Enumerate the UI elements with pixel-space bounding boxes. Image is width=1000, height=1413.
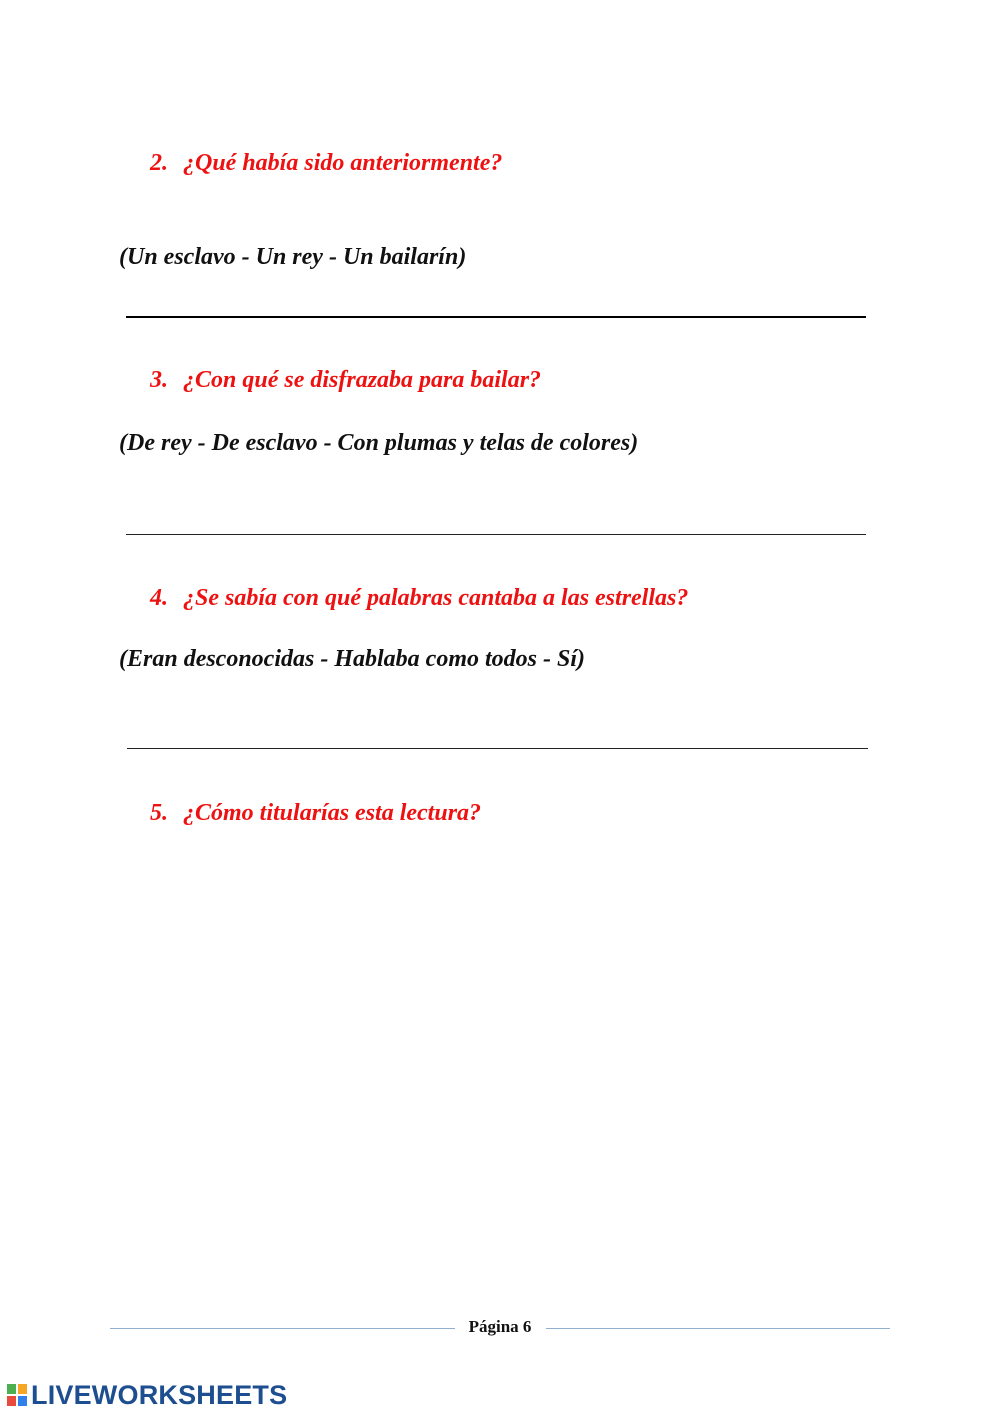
brand-watermark: [6, 1381, 287, 1409]
page-number: [0, 1317, 1000, 1337]
question-5-text: ¿Cómo titularías esta lectura?: [183, 800, 482, 826]
question-5: [150, 800, 481, 827]
question-2-text: ¿Qué había sido anteriormente?: [183, 150, 503, 176]
question-4-options: (Eran desconocidas - Hablaba como todos - Sí): [119, 646, 585, 672]
question-2-options: (Un esclavo - Un rey - Un bailarín): [119, 244, 467, 270]
question-4-text: ¿Se sabía con qué palabras cantaba a las estrellas?: [183, 585, 689, 611]
question-4: [150, 585, 688, 612]
question-3-options: (De rey - De esclavo - Con plumas y telas de colores): [119, 430, 639, 456]
question-4-number: 4.: [150, 585, 168, 611]
liveworksheets-logo-icon: [6, 1383, 28, 1407]
question-5-number: 5.: [150, 800, 168, 826]
question-3-answer-line[interactable]: [126, 534, 866, 535]
question-3: [150, 367, 541, 394]
question-2: [150, 150, 502, 177]
question-2-answer-line[interactable]: [126, 316, 866, 318]
question-2-number: 2.: [150, 150, 168, 176]
question-4-answer-line[interactable]: [127, 748, 868, 749]
brand-name: LIVEWORKSHEETS: [31, 1380, 288, 1410]
question-3-number: 3.: [150, 367, 168, 393]
question-3-text: ¿Con qué se disfrazaba para bailar?: [183, 367, 542, 393]
page-number-label: Página 6: [461, 1317, 540, 1336]
